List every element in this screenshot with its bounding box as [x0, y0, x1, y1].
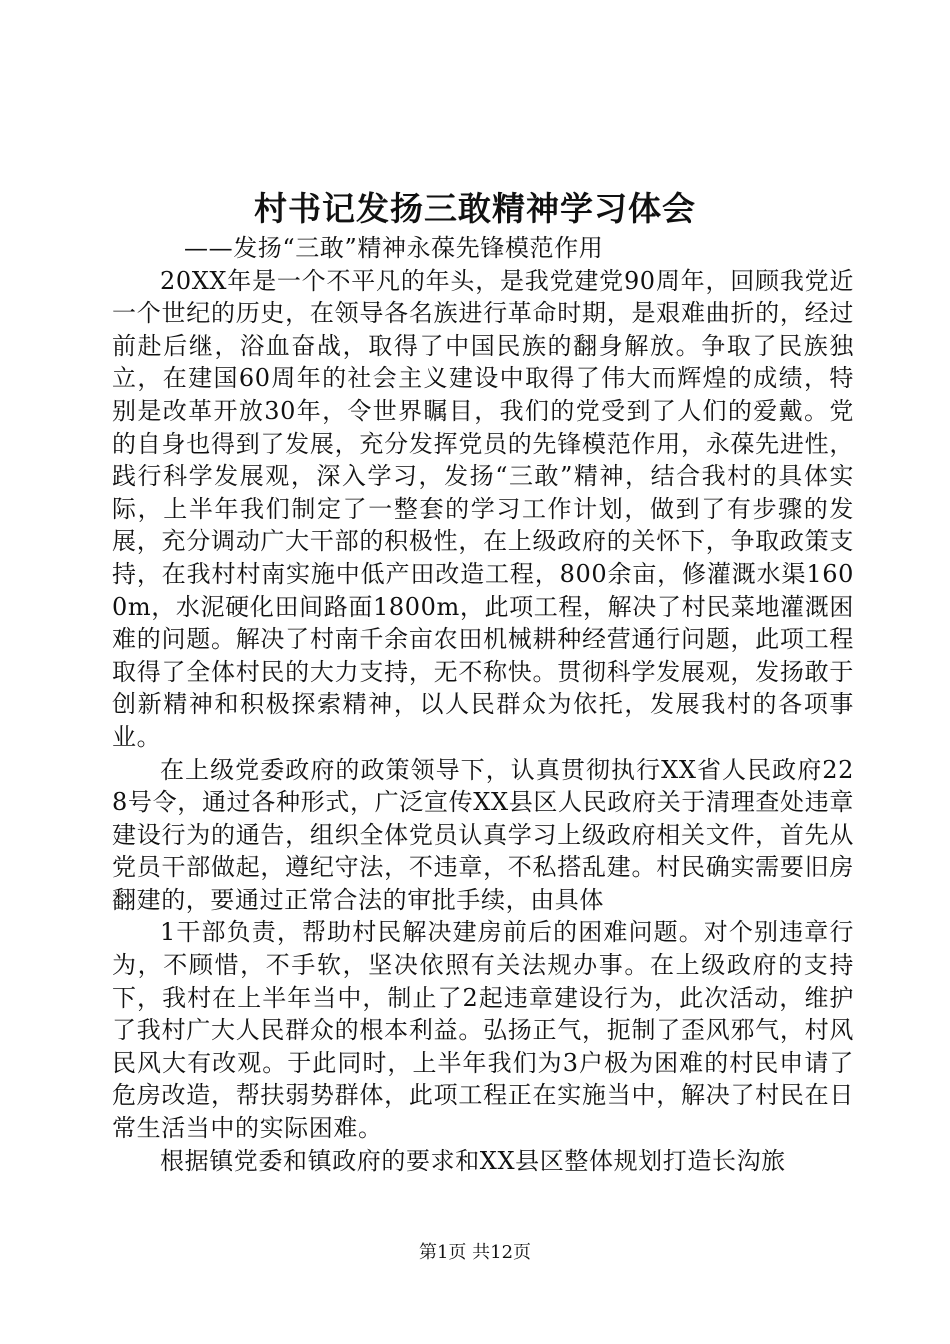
paragraph: 在上级党委政府的政策领导下，认真贯彻执行XX省人民政府228号令，通过各种形式，广泛宣传XX县区人民政府关于清理查处违章建设行为的通告，组织全体党员认真学习上级政府相关文件，首先从党员干部做起，遵纪守法，不违章，不私搭乱建。村民确实需要旧房翻建的，要通过正常合法的审批手续，由具体: [112, 755, 854, 914]
paragraph: 根据镇党委和镇政府的要求和XX县区整体规划打造长沟旅: [160, 1146, 786, 1175]
page-number: 第1页 共12页: [418, 1242, 532, 1263]
paragraph: 1干部负责，帮助村民解决建房前后的困难问题。对个别违章行为，不顾惜，不手软，坚决依照有关法规办事。在上级政府的支持下，我村在上半年当中，制止了2起违章建设行为，此次活动，维护了我村广大人民群众的根本利益。弘扬正气，扼制了歪风邪气，村风民风大有改观。于此同时，上半年我们为3户极为困难的村民申请了危房改造，帮扶弱势群体，此项工程正在实施当中，解决了村民在日常生活当中的实际困难。: [112, 918, 854, 1143]
paragraph: 20XX年是一个不平凡的年头，是我党建党90周年，回顾我党近一个世纪的历史，在领导各名族进行革命时期，是艰难曲折的，经过前赴后继，浴血奋战，取得了中国民族的翻身解放。争取了民族独立，在建国60周年的社会主义建设中取得了伟大而辉煌的成绩，特别是改革开放30年，令世界瞩目，我们的党受到了人们的爱戴。党的自身也得到了发展，充分发挥党员的先锋模范作用，永葆先进性，践行科学发展观，深入学习，发扬“三敢”精神，结合我村的具体实际，上半年我们制定了一整套的学习工作计划，做到了有步骤的发展，充分调动广大干部的积极性，在上级政府的关怀下，争取政策支持，在我村村南实施中低产田改造工程，800余亩，修灌溉水渠1600m，水泥硬化田间路面1800m，此项工程，解决了村民菜地灌溉困难的问题。解决了村南千余亩农田机械耕种经营通行问题，此项工程取得了全体村民的大力支持，无不称快。贯彻科学发展观，发扬敢于创新精神和积极探索精神，以人民群众为依托，发展我村的各项事业。: [112, 266, 854, 751]
document-body: [112, 232, 854, 1177]
document-subtitle: ——发扬“三敢”精神永葆先锋模范作用: [184, 234, 604, 262]
document-title: 村书记发扬三敢精神学习体会: [254, 189, 696, 228]
